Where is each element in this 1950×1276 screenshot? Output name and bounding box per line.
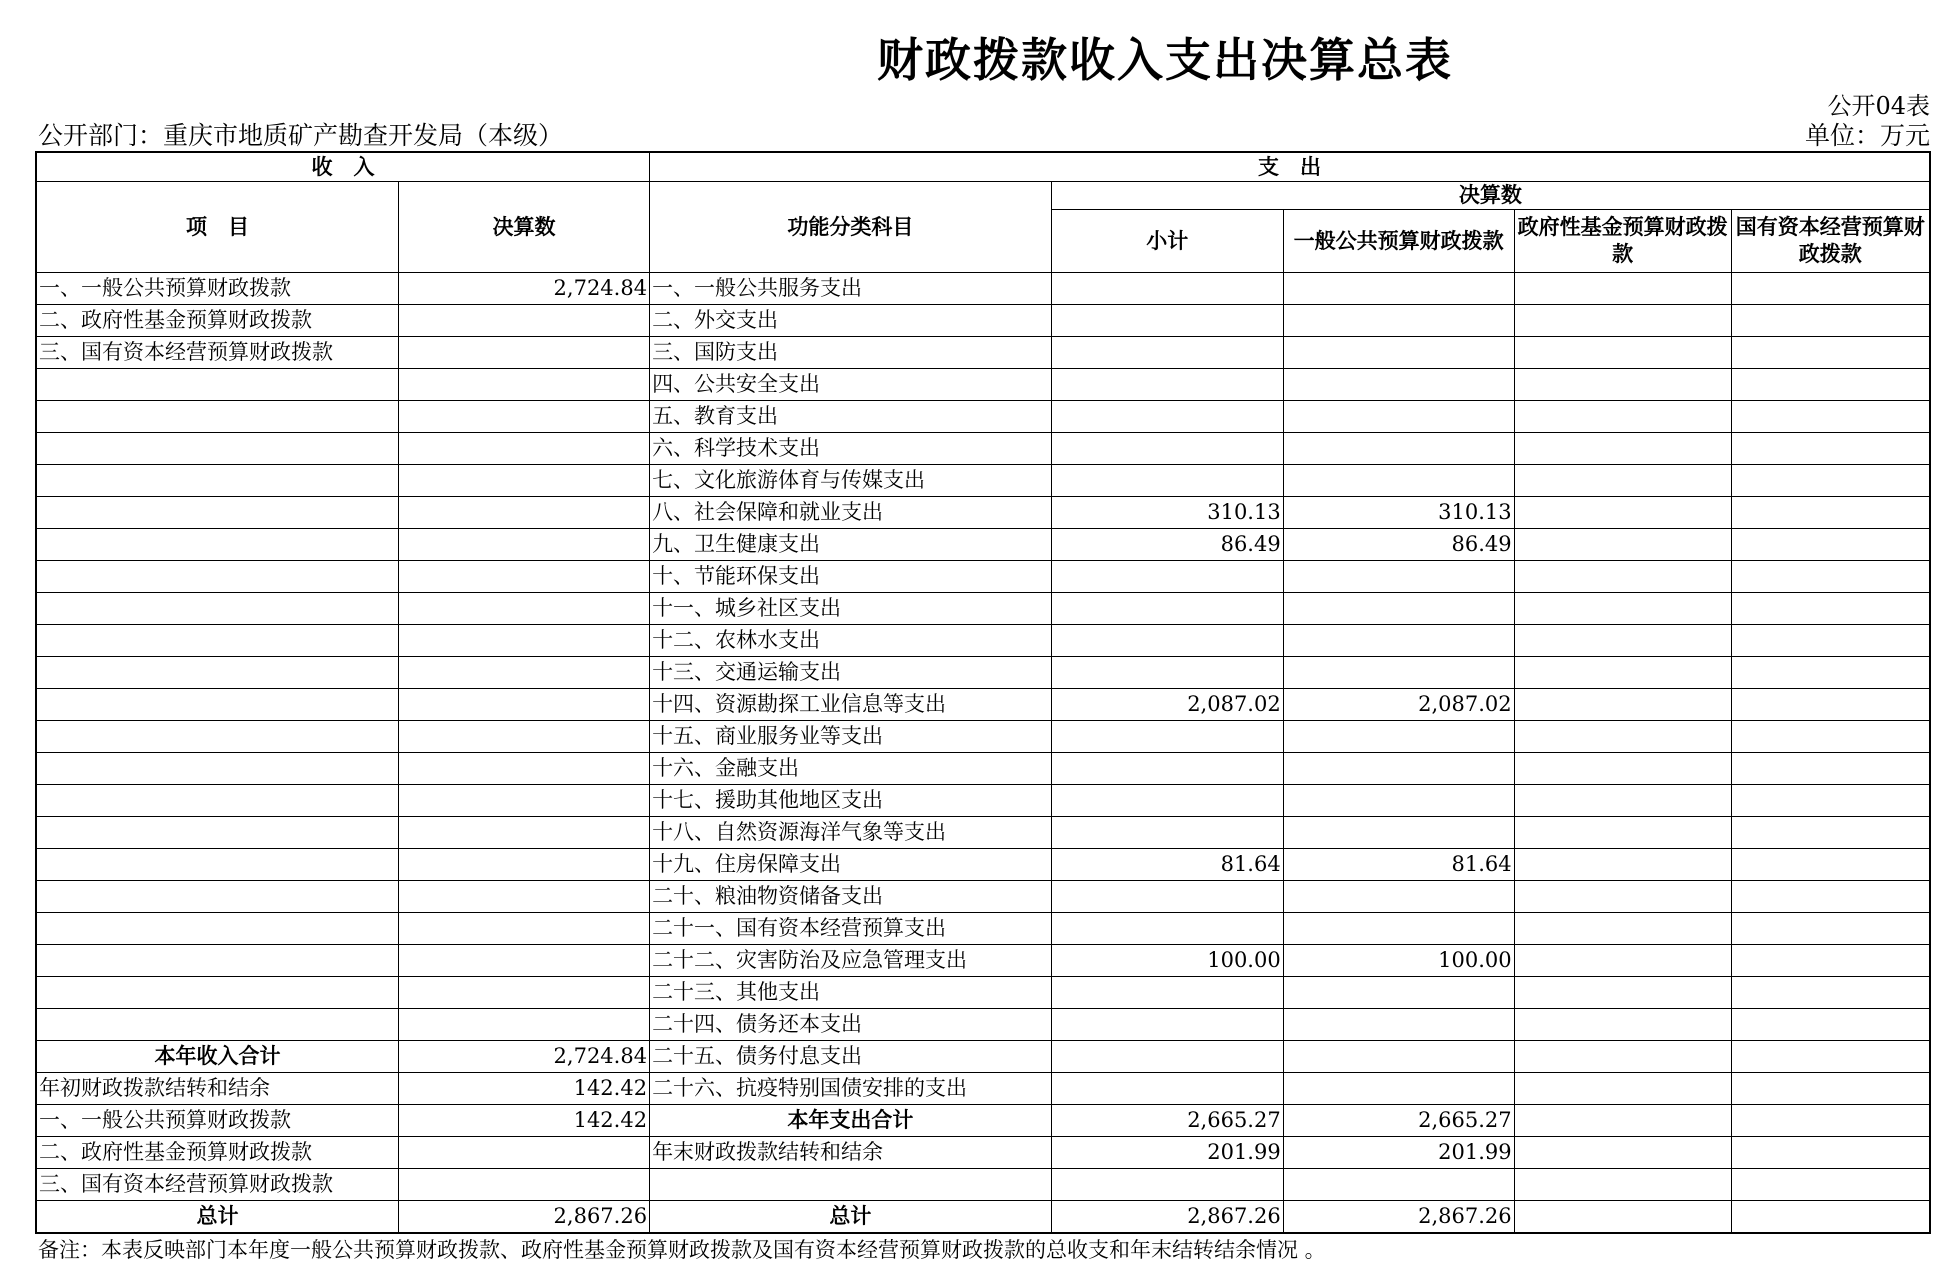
expense-item-cell: 二十四、债务还本支出	[650, 1009, 1052, 1041]
income-item-cell	[36, 689, 399, 721]
income-header: 收 入	[36, 152, 650, 182]
general-cell	[1283, 337, 1514, 369]
state-capital-cell	[1731, 721, 1930, 753]
expense-item-cell: 一、一般公共服务支出	[650, 273, 1052, 305]
income-item-cell	[36, 849, 399, 881]
table-row	[36, 849, 1930, 881]
amount-header: 决算数	[399, 182, 650, 273]
table-row	[36, 1137, 1930, 1169]
fund-cell	[1514, 401, 1731, 433]
subtotal-cell	[1051, 753, 1283, 785]
general-cell: 81.64	[1283, 849, 1514, 881]
income-amount-cell	[399, 305, 650, 337]
expense-item-cell: 二、外交支出	[650, 305, 1052, 337]
income-item-cell	[36, 593, 399, 625]
table-row	[36, 913, 1930, 945]
subtotal-cell	[1051, 433, 1283, 465]
general-cell	[1283, 977, 1514, 1009]
income-item-cell	[36, 721, 399, 753]
table-row	[36, 1105, 1930, 1137]
income-amount-cell: 2,724.84	[399, 1041, 650, 1073]
expense-item-cell: 十二、农林水支出	[650, 625, 1052, 657]
subtotal-cell: 2,867.26	[1051, 1201, 1283, 1234]
income-item-cell	[36, 785, 399, 817]
income-item-cell	[36, 881, 399, 913]
expense-item-cell: 二十三、其他支出	[650, 977, 1052, 1009]
state-capital-cell	[1731, 1009, 1930, 1041]
income-item-cell	[36, 753, 399, 785]
subtotal-cell	[1051, 721, 1283, 753]
general-cell	[1283, 1073, 1514, 1105]
fund-cell	[1514, 753, 1731, 785]
fund-cell	[1514, 817, 1731, 849]
income-amount-cell	[399, 561, 650, 593]
general-cell	[1283, 753, 1514, 785]
state-capital-cell	[1731, 785, 1930, 817]
fund-cell	[1514, 497, 1731, 529]
expense-item-cell: 十一、城乡社区支出	[650, 593, 1052, 625]
table-row	[36, 561, 1930, 593]
income-amount-cell	[399, 849, 650, 881]
subtotal-cell	[1051, 625, 1283, 657]
expense-item-cell: 九、卫生健康支出	[650, 529, 1052, 561]
state-capital-cell	[1731, 1169, 1930, 1201]
subtotal-header: 小计	[1051, 210, 1283, 273]
expense-item-cell: 四、公共安全支出	[650, 369, 1052, 401]
income-amount-cell	[399, 817, 650, 849]
table-row	[36, 1041, 1930, 1073]
item-header: 项 目	[36, 182, 399, 273]
subtotal-cell	[1051, 1041, 1283, 1073]
state-capital-cell	[1731, 1137, 1930, 1169]
income-amount-cell	[399, 593, 650, 625]
income-item-cell	[36, 561, 399, 593]
state-capital-cell	[1731, 369, 1930, 401]
income-item-cell	[36, 433, 399, 465]
fund-cell	[1514, 465, 1731, 497]
expense-item-cell: 本年支出合计	[650, 1105, 1052, 1137]
fund-cell	[1514, 433, 1731, 465]
general-cell	[1283, 1169, 1514, 1201]
state-capital-cell	[1731, 657, 1930, 689]
income-amount-cell: 142.42	[399, 1105, 650, 1137]
subtotal-cell	[1051, 817, 1283, 849]
income-item-cell: 一、一般公共预算财政拨款	[36, 273, 399, 305]
fund-cell	[1514, 689, 1731, 721]
state-capital-cell	[1731, 913, 1930, 945]
income-item-cell	[36, 369, 399, 401]
state-capital-cell	[1731, 561, 1930, 593]
income-amount-cell	[399, 689, 650, 721]
subtotal-cell	[1051, 369, 1283, 401]
general-cell	[1283, 273, 1514, 305]
expense-item-cell	[650, 1169, 1052, 1201]
income-amount-cell	[399, 785, 650, 817]
fund-cell	[1514, 1073, 1731, 1105]
fund-cell	[1514, 305, 1731, 337]
income-amount-cell	[399, 1009, 650, 1041]
subtotal-cell: 86.49	[1051, 529, 1283, 561]
state-capital-cell	[1731, 273, 1930, 305]
page-title: 财政拨款收入支出决算总表	[877, 33, 1453, 87]
income-amount-cell	[399, 625, 650, 657]
subtotal-cell	[1051, 273, 1283, 305]
fund-cell	[1514, 977, 1731, 1009]
expense-item-cell: 十三、交通运输支出	[650, 657, 1052, 689]
subtotal-cell	[1051, 561, 1283, 593]
fund-cell	[1514, 593, 1731, 625]
income-amount-cell	[399, 369, 650, 401]
fund-cell	[1514, 273, 1731, 305]
subtotal-cell	[1051, 977, 1283, 1009]
expense-item-cell: 二十、粮油物资储备支出	[650, 881, 1052, 913]
fund-cell	[1514, 913, 1731, 945]
table-row	[36, 1073, 1930, 1105]
table-row	[36, 753, 1930, 785]
table-row	[36, 1009, 1930, 1041]
expense-item-cell: 五、教育支出	[650, 401, 1052, 433]
income-item-cell	[36, 657, 399, 689]
income-amount-cell: 2,724.84	[399, 273, 650, 305]
fund-cell	[1514, 369, 1731, 401]
income-amount-cell	[399, 913, 650, 945]
state-capital-cell	[1731, 337, 1930, 369]
state-capital-cell	[1731, 529, 1930, 561]
expense-item-cell: 七、文化旅游体育与传媒支出	[650, 465, 1052, 497]
state-capital-cell	[1731, 305, 1930, 337]
header-row-2	[36, 182, 1930, 210]
income-item-cell: 二、政府性基金预算财政拨款	[36, 1137, 399, 1169]
subtotal-cell	[1051, 593, 1283, 625]
fund-cell	[1514, 337, 1731, 369]
table-row	[36, 401, 1930, 433]
income-amount-cell	[399, 881, 650, 913]
header-row-1	[36, 152, 1930, 182]
state-capital-cell	[1731, 977, 1930, 1009]
income-amount-cell	[399, 1169, 650, 1201]
subtotal-cell	[1051, 881, 1283, 913]
income-item-cell	[36, 497, 399, 529]
table-row	[36, 337, 1930, 369]
expense-item-cell: 十四、资源勘探工业信息等支出	[650, 689, 1052, 721]
table-row	[36, 497, 1930, 529]
state-capital-cell	[1731, 1105, 1930, 1137]
fund-cell	[1514, 1169, 1731, 1201]
expense-item-cell: 十、节能环保支出	[650, 561, 1052, 593]
table-number: 公开04表	[1827, 92, 1930, 120]
subtotal-cell: 2,665.27	[1051, 1105, 1283, 1137]
final-header: 决算数	[1051, 182, 1930, 210]
general-cell	[1283, 881, 1514, 913]
general-cell	[1283, 1009, 1514, 1041]
table-row	[36, 721, 1930, 753]
subtotal-cell: 310.13	[1051, 497, 1283, 529]
income-item-cell	[36, 945, 399, 977]
income-item-cell: 总计	[36, 1201, 399, 1234]
income-item-cell	[36, 401, 399, 433]
general-cell	[1283, 657, 1514, 689]
fund-cell	[1514, 945, 1731, 977]
table-row	[36, 433, 1930, 465]
expense-item-cell: 十七、援助其他地区支出	[650, 785, 1052, 817]
table-row	[36, 305, 1930, 337]
state-capital-cell	[1731, 1041, 1930, 1073]
income-amount-cell	[399, 721, 650, 753]
subtotal-cell	[1051, 1009, 1283, 1041]
income-amount-cell: 2,867.26	[399, 1201, 650, 1234]
general-cell	[1283, 369, 1514, 401]
general-cell	[1283, 593, 1514, 625]
general-cell	[1283, 785, 1514, 817]
department-label: 公开部门：重庆市地质矿产勘查开发局（本级）	[38, 121, 564, 150]
income-item-cell: 三、国有资本经营预算财政拨款	[36, 1169, 399, 1201]
budget-table	[35, 151, 1931, 1234]
table-row	[36, 273, 1930, 305]
general-cell: 100.00	[1283, 945, 1514, 977]
state-capital-header: 国有资本经营预算财政拨款	[1731, 210, 1930, 273]
table-row	[36, 1169, 1930, 1201]
income-amount-cell: 142.42	[399, 1073, 650, 1105]
income-item-cell	[36, 529, 399, 561]
subtotal-cell	[1051, 785, 1283, 817]
table-row	[36, 657, 1930, 689]
income-item-cell	[36, 625, 399, 657]
state-capital-cell	[1731, 401, 1930, 433]
subtotal-cell	[1051, 401, 1283, 433]
income-item-cell	[36, 817, 399, 849]
table-row	[36, 689, 1930, 721]
expense-item-cell: 二十一、国有资本经营预算支出	[650, 913, 1052, 945]
expense-item-cell: 十五、商业服务业等支出	[650, 721, 1052, 753]
state-capital-cell	[1731, 817, 1930, 849]
fund-cell	[1514, 529, 1731, 561]
state-capital-cell	[1731, 497, 1930, 529]
subtotal-cell	[1051, 465, 1283, 497]
fund-header: 政府性基金预算财政拨款	[1514, 210, 1731, 273]
table-row	[36, 881, 1930, 913]
general-cell	[1283, 721, 1514, 753]
func-header: 功能分类科目	[650, 182, 1052, 273]
general-cell	[1283, 625, 1514, 657]
income-amount-cell	[399, 753, 650, 785]
income-item-cell	[36, 913, 399, 945]
income-amount-cell	[399, 337, 650, 369]
state-capital-cell	[1731, 1201, 1930, 1234]
table-row	[36, 785, 1930, 817]
expense-header: 支 出	[650, 152, 1930, 182]
income-amount-cell	[399, 977, 650, 1009]
general-cell	[1283, 465, 1514, 497]
table-row	[36, 817, 1930, 849]
fund-cell	[1514, 657, 1731, 689]
general-cell: 2,665.27	[1283, 1105, 1514, 1137]
subtotal-cell	[1051, 913, 1283, 945]
income-amount-cell	[399, 529, 650, 561]
state-capital-cell	[1731, 849, 1930, 881]
subtotal-cell: 2,087.02	[1051, 689, 1283, 721]
subtotal-cell	[1051, 657, 1283, 689]
fund-cell	[1514, 721, 1731, 753]
income-amount-cell	[399, 945, 650, 977]
table-row	[36, 529, 1930, 561]
expense-item-cell: 总计	[650, 1201, 1052, 1234]
fund-cell	[1514, 785, 1731, 817]
expense-item-cell: 八、社会保障和就业支出	[650, 497, 1052, 529]
state-capital-cell	[1731, 945, 1930, 977]
table-row	[36, 625, 1930, 657]
income-amount-cell	[399, 465, 650, 497]
income-item-cell: 一、一般公共预算财政拨款	[36, 1105, 399, 1137]
table-row	[36, 593, 1930, 625]
income-item-cell	[36, 465, 399, 497]
state-capital-cell	[1731, 593, 1930, 625]
income-item-cell: 年初财政拨款结转和结余	[36, 1073, 399, 1105]
fund-cell	[1514, 1201, 1731, 1234]
general-cell	[1283, 401, 1514, 433]
state-capital-cell	[1731, 465, 1930, 497]
state-capital-cell	[1731, 625, 1930, 657]
general-cell: 2,087.02	[1283, 689, 1514, 721]
expense-item-cell: 十八、自然资源海洋气象等支出	[650, 817, 1052, 849]
table-row	[36, 945, 1930, 977]
fund-cell	[1514, 1041, 1731, 1073]
income-amount-cell	[399, 657, 650, 689]
income-amount-cell	[399, 401, 650, 433]
subtotal-cell	[1051, 305, 1283, 337]
general-header: 一般公共预算财政拨款	[1283, 210, 1514, 273]
general-cell	[1283, 305, 1514, 337]
subtotal-cell: 100.00	[1051, 945, 1283, 977]
state-capital-cell	[1731, 1073, 1930, 1105]
general-cell	[1283, 913, 1514, 945]
income-item-cell: 本年收入合计	[36, 1041, 399, 1073]
expense-item-cell: 二十五、债务付息支出	[650, 1041, 1052, 1073]
fund-cell	[1514, 849, 1731, 881]
general-cell: 310.13	[1283, 497, 1514, 529]
subtotal-cell: 81.64	[1051, 849, 1283, 881]
general-cell: 201.99	[1283, 1137, 1514, 1169]
expense-item-cell: 六、科学技术支出	[650, 433, 1052, 465]
income-item-cell	[36, 977, 399, 1009]
general-cell	[1283, 817, 1514, 849]
general-cell: 2,867.26	[1283, 1201, 1514, 1234]
state-capital-cell	[1731, 433, 1930, 465]
expense-item-cell: 三、国防支出	[650, 337, 1052, 369]
income-item-cell	[36, 1009, 399, 1041]
expense-item-cell: 二十六、抗疫特别国债安排的支出	[650, 1073, 1052, 1105]
income-amount-cell	[399, 497, 650, 529]
general-cell	[1283, 1041, 1514, 1073]
fund-cell	[1514, 625, 1731, 657]
unit-label: 单位：万元	[1804, 121, 1930, 150]
general-cell	[1283, 561, 1514, 593]
fund-cell	[1514, 881, 1731, 913]
income-amount-cell	[399, 433, 650, 465]
income-amount-cell	[399, 1137, 650, 1169]
general-cell	[1283, 433, 1514, 465]
table-row	[36, 977, 1930, 1009]
subtotal-cell: 201.99	[1051, 1137, 1283, 1169]
table-row	[36, 1201, 1930, 1234]
expense-item-cell: 二十二、灾害防治及应急管理支出	[650, 945, 1052, 977]
fund-cell	[1514, 1105, 1731, 1137]
footnote: 备注：本表反映部门本年度一般公共预算财政拨款、政府性基金预算财政拨款及国有资本经营预算财政拨款的总收支和年末结转结余情况 。	[38, 1238, 1326, 1262]
income-item-cell: 二、政府性基金预算财政拨款	[36, 305, 399, 337]
table-row	[36, 369, 1930, 401]
state-capital-cell	[1731, 881, 1930, 913]
table-row	[36, 465, 1930, 497]
subtotal-cell	[1051, 337, 1283, 369]
fund-cell	[1514, 561, 1731, 593]
expense-item-cell: 年末财政拨款结转和结余	[650, 1137, 1052, 1169]
expense-item-cell: 十六、金融支出	[650, 753, 1052, 785]
fund-cell	[1514, 1009, 1731, 1041]
state-capital-cell	[1731, 753, 1930, 785]
expense-item-cell: 十九、住房保障支出	[650, 849, 1052, 881]
general-cell: 86.49	[1283, 529, 1514, 561]
state-capital-cell	[1731, 689, 1930, 721]
income-item-cell: 三、国有资本经营预算财政拨款	[36, 337, 399, 369]
subtotal-cell	[1051, 1169, 1283, 1201]
fund-cell	[1514, 1137, 1731, 1169]
subtotal-cell	[1051, 1073, 1283, 1105]
